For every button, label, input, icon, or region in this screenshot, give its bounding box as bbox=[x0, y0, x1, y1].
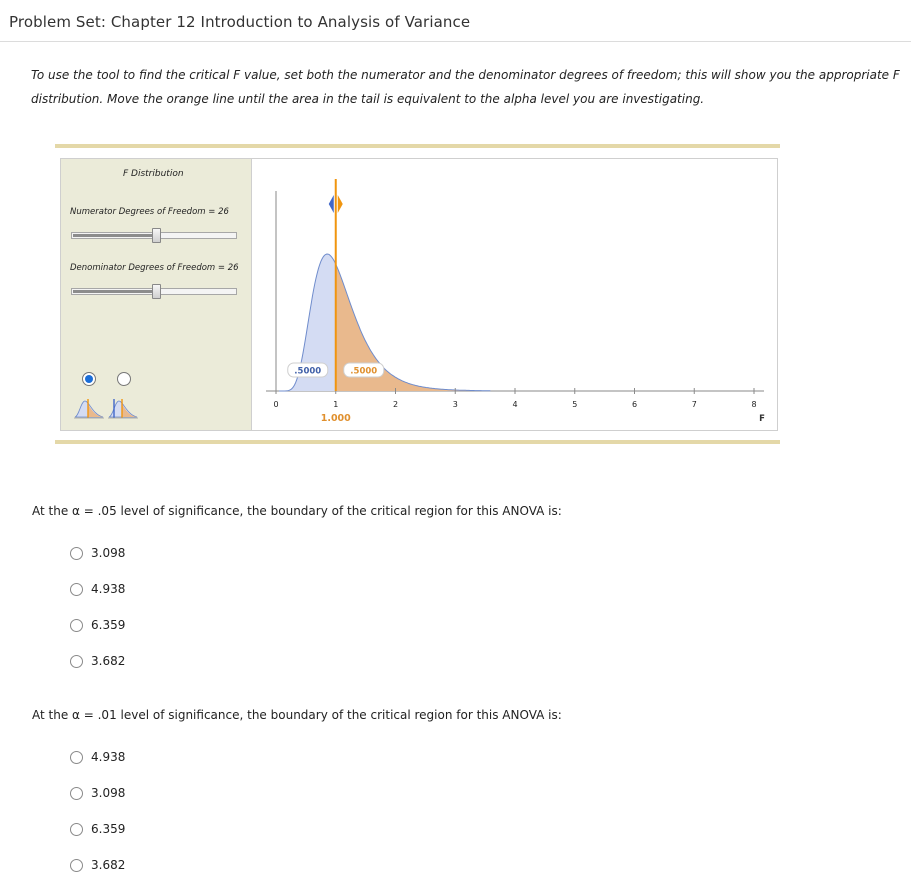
x-tick-label: 5 bbox=[572, 400, 578, 409]
x-tick-label: 3 bbox=[452, 400, 458, 409]
radio-button[interactable] bbox=[70, 655, 83, 668]
option-label: 4.938 bbox=[91, 750, 126, 764]
question-1-prompt: At the α = .05 level of significance, the boundary of the critical region for this ANOVA is: bbox=[32, 504, 562, 518]
radio-button[interactable] bbox=[70, 823, 83, 836]
x-axis-label: F bbox=[759, 414, 765, 424]
option-label: 3.098 bbox=[91, 786, 126, 800]
radio-button[interactable] bbox=[70, 751, 83, 764]
q1-option[interactable] bbox=[70, 653, 125, 669]
denominator-slider-thumb[interactable] bbox=[152, 284, 161, 299]
control-panel bbox=[61, 159, 252, 430]
critical-value-label: 1.000 bbox=[320, 413, 351, 424]
drag-left-arrow-icon[interactable] bbox=[329, 195, 334, 213]
divider-bottom bbox=[55, 440, 780, 444]
x-tick-label: 8 bbox=[751, 400, 757, 409]
two-tail-distribution-icon[interactable] bbox=[107, 395, 139, 421]
x-tick-label: 2 bbox=[392, 400, 399, 409]
panel-title: F Distribution bbox=[123, 169, 184, 179]
page-title: Problem Set: Chapter 12 Introduction to Analysis of Variance bbox=[9, 13, 471, 31]
x-tick-label: 0 bbox=[273, 400, 279, 409]
q1-option[interactable] bbox=[70, 581, 125, 597]
radio-button[interactable] bbox=[70, 787, 83, 800]
numerator-slider-fill bbox=[73, 234, 156, 237]
drag-right-arrow-icon[interactable] bbox=[338, 195, 343, 213]
option-label: 3.682 bbox=[91, 858, 126, 872]
radio-button[interactable] bbox=[70, 619, 83, 632]
option-label: 6.359 bbox=[91, 822, 126, 836]
divider-top bbox=[55, 144, 780, 148]
x-tick-label: 6 bbox=[631, 400, 638, 409]
numerator-df-label: Numerator Degrees of Freedom = 26 bbox=[70, 207, 229, 217]
radio-button[interactable] bbox=[70, 547, 83, 560]
f-distribution-chart bbox=[252, 159, 777, 430]
option-label: 3.098 bbox=[91, 546, 126, 560]
q2-option[interactable] bbox=[70, 857, 125, 873]
option-label: 6.359 bbox=[91, 618, 126, 632]
radio-button[interactable] bbox=[70, 583, 83, 596]
x-tick-label: 7 bbox=[691, 400, 697, 409]
radio-button[interactable] bbox=[70, 859, 83, 872]
instructions-text: To use the tool to find the critical F value, set both the numerator and the denominator degrees of freedom; this will show you the appropriate F distribution. Move the orange line until the area in the tail is equivalent to the alpha level you are investigating. bbox=[31, 68, 900, 106]
q2-option[interactable] bbox=[70, 821, 125, 837]
denominator-slider-fill bbox=[73, 290, 156, 293]
one-tail-distribution-icon[interactable] bbox=[73, 395, 105, 421]
denominator-df-slider[interactable] bbox=[71, 288, 237, 295]
x-tick-label: 1 bbox=[333, 400, 339, 409]
numerator-slider-thumb[interactable] bbox=[152, 228, 161, 243]
option-label: 4.938 bbox=[91, 582, 126, 596]
title-bar bbox=[0, 0, 911, 42]
denominator-df-label: Denominator Degrees of Freedom = 26 bbox=[70, 263, 239, 273]
question-2-prompt: At the α = .01 level of significance, the boundary of the critical region for this ANOVA is: bbox=[32, 708, 562, 722]
q2-option[interactable] bbox=[70, 749, 125, 765]
q1-option[interactable] bbox=[70, 545, 125, 561]
left-area-label: .5000 bbox=[294, 366, 322, 377]
x-tick-label: 4 bbox=[512, 400, 518, 409]
radio-two-tail[interactable] bbox=[117, 372, 131, 386]
radio-one-tail[interactable] bbox=[82, 372, 96, 386]
q2-option[interactable] bbox=[70, 785, 125, 801]
numerator-df-slider[interactable] bbox=[71, 232, 237, 239]
right-area-label: .5000 bbox=[350, 366, 378, 377]
q1-option[interactable] bbox=[70, 617, 125, 633]
f-distribution-tool bbox=[60, 158, 778, 431]
option-label: 3.682 bbox=[91, 654, 126, 668]
